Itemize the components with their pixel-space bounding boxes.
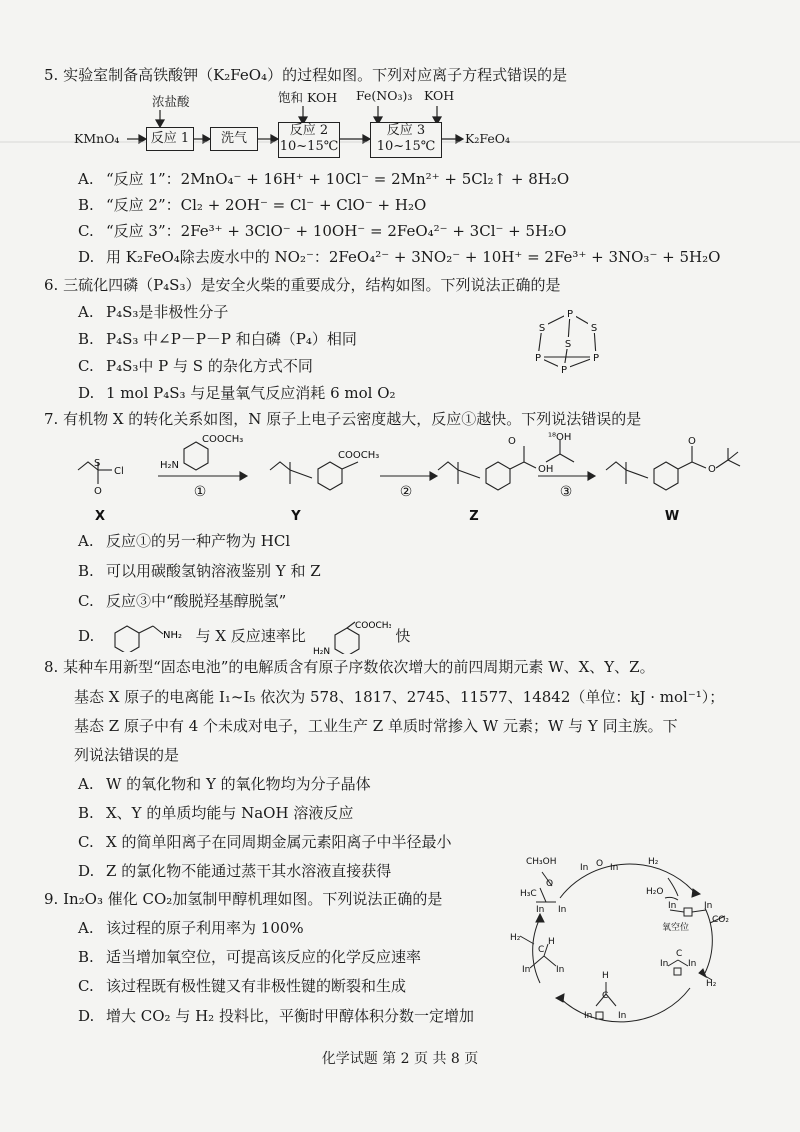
x-compound-label: X (94, 509, 106, 524)
cycle-in-left2: In (558, 905, 567, 915)
y-compound-label: Y (291, 509, 301, 524)
x-cl-label: Cl (114, 466, 124, 477)
atom-p-bottom: P (560, 365, 568, 376)
q8-line3: 基态 Z 原子中有 4 个未成对电子，工业生产 Z 单质时常掺入 W 元素；W 与 Y 同主族。下 (74, 717, 678, 735)
reagent-18oh-label: ¹⁸OH (548, 432, 572, 443)
q6-option-c: C. P₄S₃中 P 与 S 的杂化方式不同 (78, 357, 313, 375)
cycle-in-top2: In (610, 863, 619, 873)
z-oh-label: OH (538, 464, 554, 475)
cycle-ch3oh-label: CH₃OH (526, 857, 557, 867)
atom-p-right: P (592, 353, 600, 364)
step3-label: ③ (559, 484, 573, 500)
cycle-h2-label-left: H₂ (510, 933, 521, 943)
cycle-c-bottom: C (602, 991, 609, 1001)
z-compound-label: Z (469, 509, 479, 524)
p4s3-structure-diagram (520, 305, 620, 385)
q5-stem: 5. 实验室制备高铁酸钾（K₂FeO₄）的过程如图。下列对应离子方程式错误的是 (44, 66, 568, 84)
q7-option-d: D. NH₂ 与 X 反应速率比 COOCH₃ H₂N 快 (78, 620, 410, 654)
cycle-in-bottom2: In (618, 1011, 627, 1021)
q8-line2: 基态 X 原子的电离能 I₁~I₅ 依次为 578、1817、2745、11577、14842（单位：kJ · mol⁻¹）； (74, 688, 725, 706)
q7-reaction-scheme (60, 432, 780, 527)
q8-option-d: D. Z 的氯化物不能通过蒸干其水溶液直接获得 (78, 862, 392, 880)
atom-s-left: S (538, 323, 546, 334)
flow-box-reaction3-name: 反应 3 (386, 123, 426, 138)
w-o2-label: O (708, 464, 716, 475)
cycle-in-right4: In (688, 959, 697, 969)
w-o-label: O (688, 436, 696, 447)
flow-reagent-koh: KOH (424, 88, 455, 103)
q5-option-a: A. “反应 1”：2MnO₄⁻ + 16H⁺ + 10Cl⁻ = 2Mn²⁺ + 5Cl₂↑ + 8H₂O (78, 170, 570, 188)
flow-box-reaction2 (278, 122, 340, 158)
cycle-co2-label: CO₂ (712, 915, 729, 925)
reagent-cooch3-label: COOCH₃ (202, 434, 244, 445)
cycle-c-right: C (676, 949, 683, 959)
atom-p-left: P (534, 353, 542, 364)
atom-s-middle: S (564, 339, 572, 350)
flow-box-reaction1: 反应 1 (146, 127, 194, 151)
q5-option-b: B. “反应 2”：Cl₂ + 2OH⁻ = Cl⁻ + ClO⁻ + H₂O (78, 196, 427, 214)
q6-option-a: A. P₄S₃是非极性分子 (78, 303, 229, 321)
flow-reagent-hcl: 浓盐酸 (152, 94, 190, 109)
aminobenzoate-h2n-label: H₂N (312, 647, 330, 654)
flow-box-wash: 洗气 (210, 127, 258, 151)
benzylamine-structure (111, 622, 191, 652)
cycle-h2o-label: H₂O (646, 887, 664, 897)
q9-option-a: A. 该过程的原子利用率为 100% (78, 919, 304, 937)
q9-option-d: D. 增大 CO₂ 与 H₂ 投料比，平衡时甲醇体积分数一定增加 (78, 1007, 474, 1025)
q6-option-d: D. 1 mol P₄S₃ 与足量氧气反应消耗 6 mol O₂ (78, 384, 396, 402)
q6-stem: 6. 三硫化四磷（P₄S₃）是安全火柴的重要成分，结构如图。下列说法正确的是 (44, 276, 561, 294)
q6-option-b: B. P₄S₃ 中∠P－P－P 和白磷（P₄）相同 (78, 330, 357, 348)
cycle-in-bottom1: In (584, 1011, 593, 1021)
step1-label: ① (193, 484, 207, 500)
q8-option-c: C. X 的简单阳离子在同周期金属元素阳离子中半径最小 (78, 833, 452, 851)
q5-option-d: D. 用 K₂FeO₄除去废水中的 NO₂⁻：2FeO₄²⁻ + 3NO₂⁻ + 10H⁺ = 2Fe³⁺ + 3NO₃⁻ + 5H₂O (78, 248, 721, 266)
cycle-h-bottom: H (602, 971, 609, 981)
q5-option-c: C. “反应 3”：2Fe³⁺ + 3ClO⁻ + 10OH⁻ = 2FeO₄²⁻ + 3Cl⁻ + 5H₂O (78, 222, 567, 240)
cycle-h2-label-right: H₂ (706, 979, 717, 989)
cycle-h2-label-top: H₂ (648, 857, 659, 867)
flow-box-reaction2-temp: 10~15℃ (279, 139, 339, 154)
cycle-in-left3: In (522, 965, 531, 975)
cycle-in-right2: In (704, 901, 713, 911)
y-cooch3-label: COOCH₃ (338, 450, 380, 461)
cycle-h3c-label: H₃C (520, 889, 537, 899)
flow-start-kmno4: KMnO₄ (74, 131, 120, 146)
benzylamine-nh2-label: NH₂ (162, 630, 182, 641)
x-o-label: O (94, 486, 102, 497)
flow-reagent-koh-sat: 饱和 KOH (278, 90, 338, 105)
cycle-vacancy-label: 氧空位 (662, 923, 690, 933)
cycle-o-h3c: O (546, 879, 554, 889)
cycle-in-right3: In (660, 959, 669, 969)
q9-option-b: B. 适当增加氧空位，可提高该反应的化学反应速率 (78, 948, 422, 966)
flow-reagent-fe-nitrate: Fe(NO₃)₃ (356, 88, 413, 103)
q7-stem: 7. 有机物 X 的转化关系如图，N 原子上电子云密度越大，反应①越快。下列说法错误的是 (44, 410, 642, 428)
cycle-h-left: H (548, 937, 555, 947)
atom-p-top: P (566, 309, 574, 320)
methyl-aminobenzoate-structure (311, 620, 391, 654)
cycle-in-left4: In (556, 965, 565, 975)
step2-label: ② (399, 484, 413, 500)
flow-box-reaction2-name: 反应 2 (289, 123, 329, 138)
q9-stem: 9. In₂O₃ 催化 CO₂加氢制甲醇机理如图。下列说法正确的是 (44, 890, 443, 908)
q8-option-a: A. W 的氧化物和 Y 的氧化物均为分子晶体 (78, 775, 371, 793)
cycle-in-right1: In (668, 901, 677, 911)
atom-s-right: S (590, 323, 598, 334)
cycle-in-top1: In (580, 863, 589, 873)
q8-line4: 列说法错误的是 (74, 746, 180, 764)
q7-option-a: A. 反应①的另一种产物为 HCl (78, 532, 291, 550)
z-o-label: O (508, 436, 516, 447)
q8-option-b: B. X、Y 的单质均能与 NaOH 溶液反应 (78, 804, 354, 822)
catalytic-cycle-diagram (500, 848, 740, 1038)
cycle-in-left1: In (536, 905, 545, 915)
q7-option-b: B. 可以用碳酸氢钠溶液鉴别 Y 和 Z (78, 562, 321, 580)
x-s-label: S (94, 458, 101, 469)
reagent-h2n-label: H₂N (160, 460, 180, 471)
flow-end-k2feo4: K₂FeO₄ (465, 131, 510, 146)
aminobenzoate-cooch3-label: COOCH₃ (354, 621, 391, 631)
q7-option-c: C. 反应③中“酸脱羟基醇脱氢” (78, 592, 287, 610)
page-footer: 化学试题 第 2 页 共 8 页 (321, 1051, 479, 1067)
q9-option-c: C. 该过程既有极性键又有非极性键的断裂和生成 (78, 977, 407, 995)
flow-box-reaction3 (370, 122, 442, 158)
cycle-o-top: O (596, 859, 604, 869)
cycle-c-left: C (538, 945, 545, 955)
q8-line1: 8. 某种车用新型“固态电池”的电解质含有原子序数依次增大的前四周期元素 W、X、Y、Z。 (44, 658, 655, 676)
flow-box-reaction3-temp: 10~15℃ (376, 139, 436, 154)
w-compound-label: W (664, 509, 680, 524)
